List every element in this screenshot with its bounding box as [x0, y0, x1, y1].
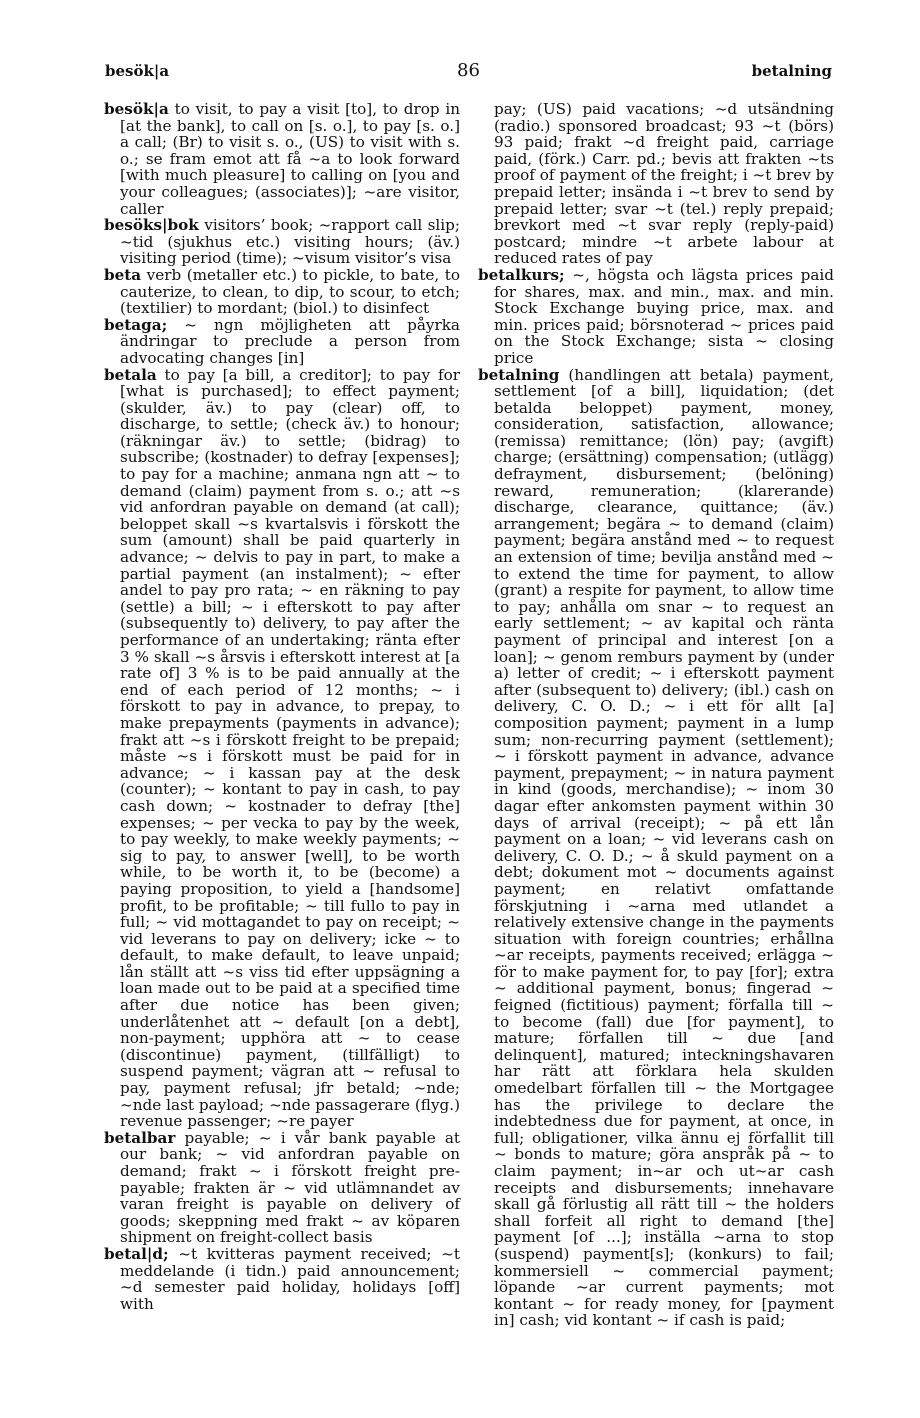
dictionary-entry — [104, 317, 460, 367]
page-number: 86 — [457, 60, 480, 81]
entry-headword: besöks|bok — [104, 216, 199, 235]
right-running-headword: betalning — [751, 62, 832, 80]
dictionary-entry — [104, 217, 460, 267]
entry-text: pay; (US) paid vacations; ~d utsändning (radio.) sponsored broadcast; 93 ~t (börs) 93 paid; frakt ~d freight paid, carriage paid, (förk.) Carr. pd.; bevis att frakten ~ts proof of payment of the freight; i ~t brev by prepaid letter; insända i ~t brev to send by prepaid letter; svar ~t (tel.) reply prepaid; brevkort med ~t svar reply (reply-paid) postcard; mindre ~t arbete labour at reduced rates of pay — [494, 100, 834, 268]
entry-headword: betaga; — [104, 315, 168, 334]
entry-headword: betalning — [478, 365, 560, 384]
entry-text: visitors’ book; ~rapport call slip; ~tid (sjukhus etc.) visiting hours; (äv.) visiting period (time); ~visum visitor’s visa — [120, 216, 460, 268]
entry-headword: beta — [104, 265, 142, 284]
dictionary-entry — [104, 1130, 460, 1246]
entry-text: ~ ngn möjligheten att påyrka ändringar to preclude a person from advocating changes [in] — [120, 315, 460, 367]
dictionary-entry — [104, 1246, 460, 1312]
entry-text: to visit, to pay a visit [to], to drop in [at the bank], to call on [s. o.], to pay [s. o.] a call; (Br) to visit s. o., (US) to visit with s. o.; se fram emot att få ~a to look forward [with much pleasure] to calling on [you and your colleagues; (associates)]; ~are visitor, caller — [120, 100, 460, 218]
page-header — [105, 62, 832, 86]
right-column — [478, 101, 834, 1329]
left-running-headword: besök|a — [105, 62, 170, 80]
entry-headword: betal|d; — [104, 1244, 169, 1263]
entry-text: to pay [a bill, a creditor]; to pay for [what is purchased]; to effect payment; (skulder, äv.) to pay (clear) off, to discharge, to settle; (check äv.) to honour; (räkningar äv.) to settle; (bidrag) to subscribe; (kostnader) to defray [expenses]; to pay for a machine; anmana ngn att ~ to demand (claim) payment from s. o.; att ~s vid anfordran payable on demand (at call); beloppet skall ~s kvartalsvis i förskott the sum (amount) shall be paid quarterly in advance; ~ delvis to pay in part, to make a partial payment (an instalment); ~ efter andel to pay pro rata; ~ en räkning to pay (settle) a bill; ~ i efterskott to pay after (subsequently to) delivery, to pay after the performance of an undertaking; ränta efter 3 % skall ~s årsvis i efterskott interest at [a rate of] 3 % is to be paid annually at the end of each period of 12 months; ~ i förskott to pay in advance, to prepay, to make prepayments (payments in advance); frakt att ~s i förskott freight to be prepaid; måste ~s i förskott must be paid for in advance; ~ i kassan pay at the desk (counter); ~ kontant to pay in cash, to pay cash down; ~ kostnader to defray [the] expenses; ~ per vecka to pay by the week, to pay weekly, to make weekly payments; ~ sig to pay, to answer [well], to be worth while, to be worth it, to be (become) a paying proposition, to yield a [handsome] profit, to be profitable; ~ till fullo to pay in full; ~ vid mottagandet to pay on receipt; ~ vid leverans to pay on delivery; icke ~ to default, to make default, to leave unpaid; lån ställt att ~s viss tid efter uppsägning a loan made out to be paid at a specified time after due notice has been given; underlåtenhet att ~ default [on a debt], non-payment; upphöra att ~ to cease (discontinue) payment, (tillfälligt) to suspend payment; vägran att ~ refusal to pay, payment refusal; jfr betald; ~nde; ~nde last payload; ~nde passagerare (flyg.) revenue passenger; ~re payer — [120, 365, 460, 1131]
dictionary-entry — [478, 367, 834, 1329]
entry-headword: betala — [104, 365, 157, 384]
dictionary-entry — [104, 367, 460, 1130]
entry-text: payable; ~ i vår bank payable at our bank; ~ vid anfordran payable on demand; frakt ~ i förskott freight pre-payable; frakten är ~ vid utlämnandet av varan freight is payable on delivery of goods; skeppning med frakt ~ av köparen shipment on freight-collect basis — [120, 1128, 460, 1247]
entry-text: ~t kvitteras payment received; ~t meddelande (i tidn.) paid announcement; ~d semester paid holiday, holidays [off] with — [120, 1244, 460, 1313]
dictionary-entry-continuation — [478, 101, 834, 267]
entry-text: verb (metaller etc.) to pickle, to bate, to cauterize, to clean, to dip, to scour, to etch; (textilier) to mordant; (biol.) to disinfect — [120, 265, 460, 318]
entry-headword: betalkurs; — [478, 265, 565, 284]
dictionary-entry — [104, 267, 460, 317]
entry-headword: besök|a — [104, 100, 169, 118]
entry-text: ~, högsta och lägsta prices paid for shares, max. and min., max. and min. Stock Exchange buying price, max. and min. prices paid; börsnoterad ~ prices paid on the Stock Exchange; sista ~ closing price — [494, 265, 834, 367]
dictionary-entry — [104, 101, 460, 217]
left-column — [104, 101, 460, 1312]
entry-headword: betalbar — [104, 1128, 176, 1147]
entry-text: (handlingen att betala) payment, settlement [of a bill], liquidation; (det betalda beloppet) payment, money, consideration, satisfaction, allowance; (remissa) remittance; (lön) pay; (avgift) charge; (ersättning) compensation; (utlägg) defrayment, disbursement; (belöning) reward, remuneration; (klarerande) discharge, clearance, quittance; (äv.) arrangement; begära ~ to demand (claim) payment; begära anstånd med ~ to request an extension of time; bevilja anstånd med ~ to extend the time for payment, to allow (grant) a respite for payment, to allow time to pay; anhålla om snar ~ to request an early settlement; ~ av kapital och ränta payment of principal and interest [on a loan]; ~ genom remburs payment by (under a) letter of credit; ~ i efterskott payment after (subsequent to) delivery; (ibl.) cash on delivery, C. O. D.; ~ i ett för allt [a] composition payment; payment in a lump sum; non-recurring payment (settlement); ~ i förskott payment in advance, advance payment, prepayment; ~ in natura payment in kind (goods, merchandise); ~ inom 30 dagar efter ankomsten payment within 30 days of arrival (receipt); ~ på ett lån payment on a loan; ~ vid leverans cash on delivery, C. O. D.; ~ å skuld payment on a debt; dokument mot ~ documents against payment; en relativt omfattande förskjutning i ~arna med utlandet a relatively extensive change in the payments situation with foreign countries; erhållna ~ar receipts, payments received; erlägga ~ för to make payment for, to pay [for]; extra ~ additional payment, bonus; fingerad ~ feigned (fictitious) payment; förfalla till ~ to become (fall) due [for payment], to mature; förfallen till ~ due [and delinquent], matured; inteckningshavaren har rätt att förklara hela skulden omedelbart förfallen till ~ the Mortgagee has the privilege to declare the indebtedness due for payment, at once, in full; obligationer, vilka ännu ej förfallit till ~ bonds to mature; göra anspråk på ~ to claim payment; in~ar och ut~ar cash receipts and disbursements; innehavare skall gå förlustig all rätt till ~ the holders shall forfeit all right to demand [the] payment [of ...]; inställa ~arna to stop (suspend) payment[s]; (konkurs) to fail; kommersiell ~ commercial payment; löpande ~ar current payments; mot kontant ~ for ready money, for [payment in] cash; vid kontant ~ if cash is paid; — [494, 365, 834, 1330]
dictionary-entry — [478, 267, 834, 367]
